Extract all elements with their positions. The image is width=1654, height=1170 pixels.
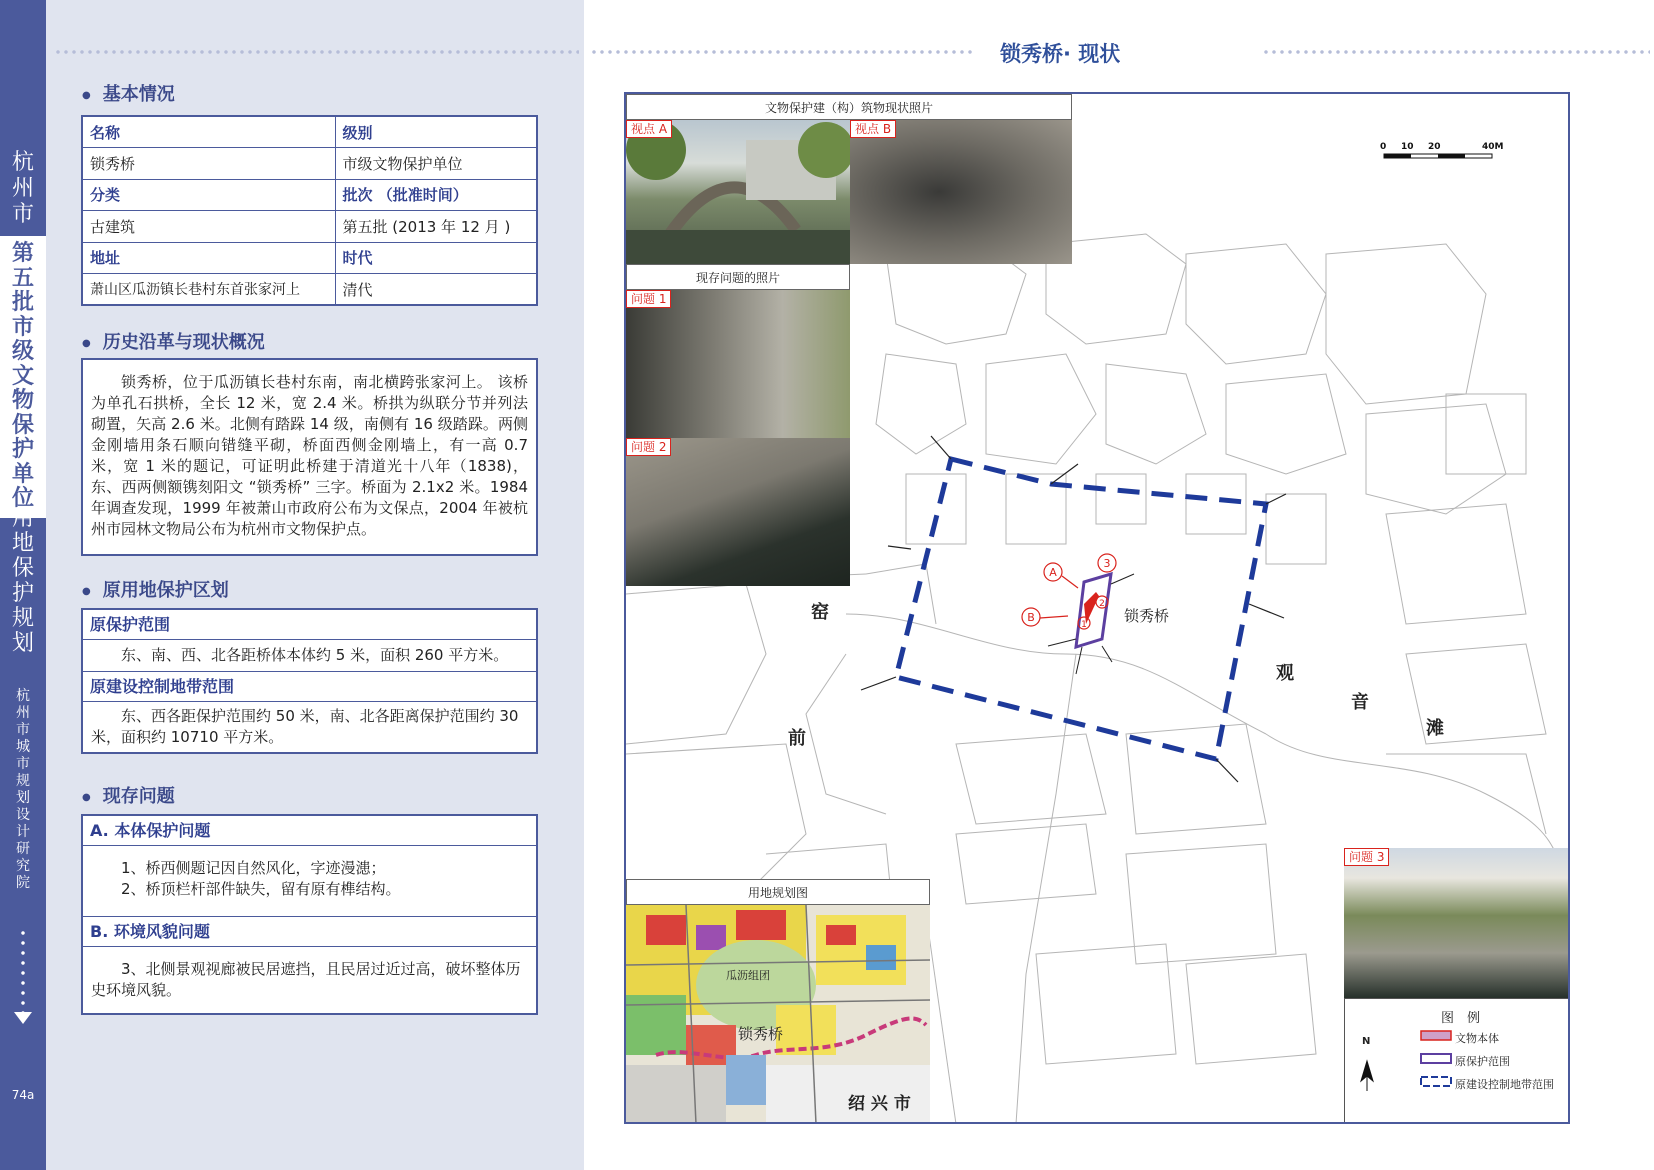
problem-b-text: 3、北侧景观视廊被民居遮挡，且民居过近过高，破坏整体历史环境风貌。 [91,960,521,999]
north-arrow-icon: N [1362,1036,1371,1047]
dotted-divider [590,50,976,54]
landuse-bridge-label: 锁秀桥 [738,1025,784,1043]
table-row [82,274,537,306]
dotted-divider [54,50,579,54]
history-text: 锁秀桥，位于瓜沥镇长巷村东南，南北横跨张家河上。 该桥为单孔石拱桥，全长 12 米，宽 2.4 米。桥拱为纵联分节并列法砌置，矢高 2.6 米。北侧有踏跺 14 级，南侧有 16 级踏跺。两侧金刚墙用条石顺向错缝平砌，桥面西侧金刚墙上，有一高 0.7 米，宽 1 米的题记，可证明此桥建于清道光十八年（1838)，东、西两侧额镌刻阳文 “锁秀桥” 三字。桥面为 2.1x2 米。1984 年调查发现，1999 年被萧山市政府公布为文保点，2004 年被杭州市园林文物局公布为杭州市文物保护点。 [91,373,528,538]
table-cell: 分类 [82,179,335,211]
page-title: 锁秀桥· 现状 [1000,42,1121,66]
table-cell: 萧山区瓜沥镇长巷村东首张家河上 [82,274,335,306]
problem-a-list [83,846,536,917]
side-plan-label: 用 地 保 护 规 划 [11,506,34,656]
tag-view-a: 视点 A [626,120,672,138]
table-row [82,211,537,243]
photo-problem-2 [626,438,850,586]
table-cell: 锁秀桥 [82,148,335,180]
side-band [0,0,46,1170]
control-zone-label: 原建设控制地带范围 [83,672,536,702]
problem-a-label: A. 本体保护问题 [83,816,536,846]
table-row [82,116,537,148]
table-row [82,242,537,274]
landuse-map [626,905,930,1124]
side-institute-label: 杭 州 市 城 市 规 划 设 计 研 究 院 [16,688,30,891]
dotted-divider [1262,50,1650,54]
table-cell: 名称 [82,116,335,148]
place-label-yin: 音 [1351,692,1369,713]
map-legend [1344,998,1570,1124]
protect-range-text: 东、南、西、北各距桥体本体约 5 米，面积 260 平方米。 [83,640,536,672]
table-row [82,148,537,180]
list-item: 2、桥顶栏杆部件缺失，留有原有榫结构。 [121,880,401,898]
legend-title: 图 例 [1441,1011,1481,1026]
photo-view-b [850,120,1072,264]
marker-a: A [1049,566,1057,579]
page-number: 74a [11,1088,35,1102]
marker-1: 1 [1081,620,1087,630]
tag-problem-1: 问题 1 [626,290,671,308]
marker-2: 2 [1099,599,1105,609]
table-cell: 古建筑 [82,211,335,243]
scale-label: 20 [1428,142,1441,152]
table-cell: 地址 [82,242,335,274]
table-row [82,179,537,211]
legend-item: 原保护范围 [1455,1055,1510,1068]
tag-view-b: 视点 B [850,120,896,138]
marker-3: 3 [1103,557,1111,570]
place-label-guan: 观 [1276,663,1294,684]
table-cell: 级别 [335,116,537,148]
tag-problem-2: 问题 2 [626,438,671,456]
photo-view-a [626,120,850,264]
problem-b-label: B. 环境风貌问题 [83,917,536,947]
legend-item: 原建设控制地带范围 [1455,1078,1554,1091]
scale-label: 0 [1380,142,1387,152]
side-batch-label: 第 五 批 市 级 文 物 保 护 单 位 [0,236,46,518]
history-heading: ● 历史沿革与现状概况 [82,328,265,354]
basic-info-table [81,115,538,306]
place-label-yao: 窑 [811,602,829,623]
side-dots [21,928,25,1014]
table-cell: 市级文物保护单位 [335,148,537,180]
place-label-qian: 前 [788,728,806,749]
history-box [81,358,538,556]
table-cell: 批次 （批准时间） [335,179,537,211]
list-item: 1、桥西侧题记因自然风化，字迹漫漶； [121,859,386,877]
tag-problem-3: 问题 3 [1344,848,1389,866]
scale-label: 10 [1401,142,1414,152]
legend-item: 文物本体 [1455,1032,1499,1045]
bridge-label: 锁秀桥 [1124,607,1170,625]
original-zoning-box [81,608,538,754]
problems-heading: ● 现存问题 [82,782,175,808]
photo-problem-3 [1344,848,1570,998]
left-panel [46,0,584,1170]
problem-photos-caption: 现存问题的照片 [626,264,850,290]
site-map [624,92,1570,1124]
control-zone-text: 东、西各距保护范围约 50 米，南、北各距离保护范围约 30 米，面积约 10710 平方米。 [91,707,519,746]
table-cell: 第五批 (2013 年 12 月 ) [335,211,537,243]
original-zoning-heading: ● 原用地保护区划 [82,576,229,602]
down-arrow-icon [14,1012,32,1024]
bridge-photo-image [626,120,850,264]
table-cell: 时代 [335,242,537,274]
landuse-city-label: 绍 兴 市 [848,1094,911,1114]
landuse-town-label: 瓜沥组团 [726,969,770,982]
problems-box [81,814,538,1015]
scale-label: 40M [1482,142,1504,152]
side-city-label: 杭 州 市 [11,150,34,227]
photo-problem-1 [626,290,850,438]
protect-range-label: 原保护范围 [83,610,536,640]
basic-info-heading: ● 基本情况 [82,80,175,106]
current-photos-caption: 文物保护建（构）筑物现状照片 [626,94,1072,120]
table-cell: 清代 [335,274,537,306]
landuse-caption: 用地规划图 [626,879,930,905]
marker-b: B [1027,611,1035,624]
place-label-tan: 滩 [1426,718,1444,739]
